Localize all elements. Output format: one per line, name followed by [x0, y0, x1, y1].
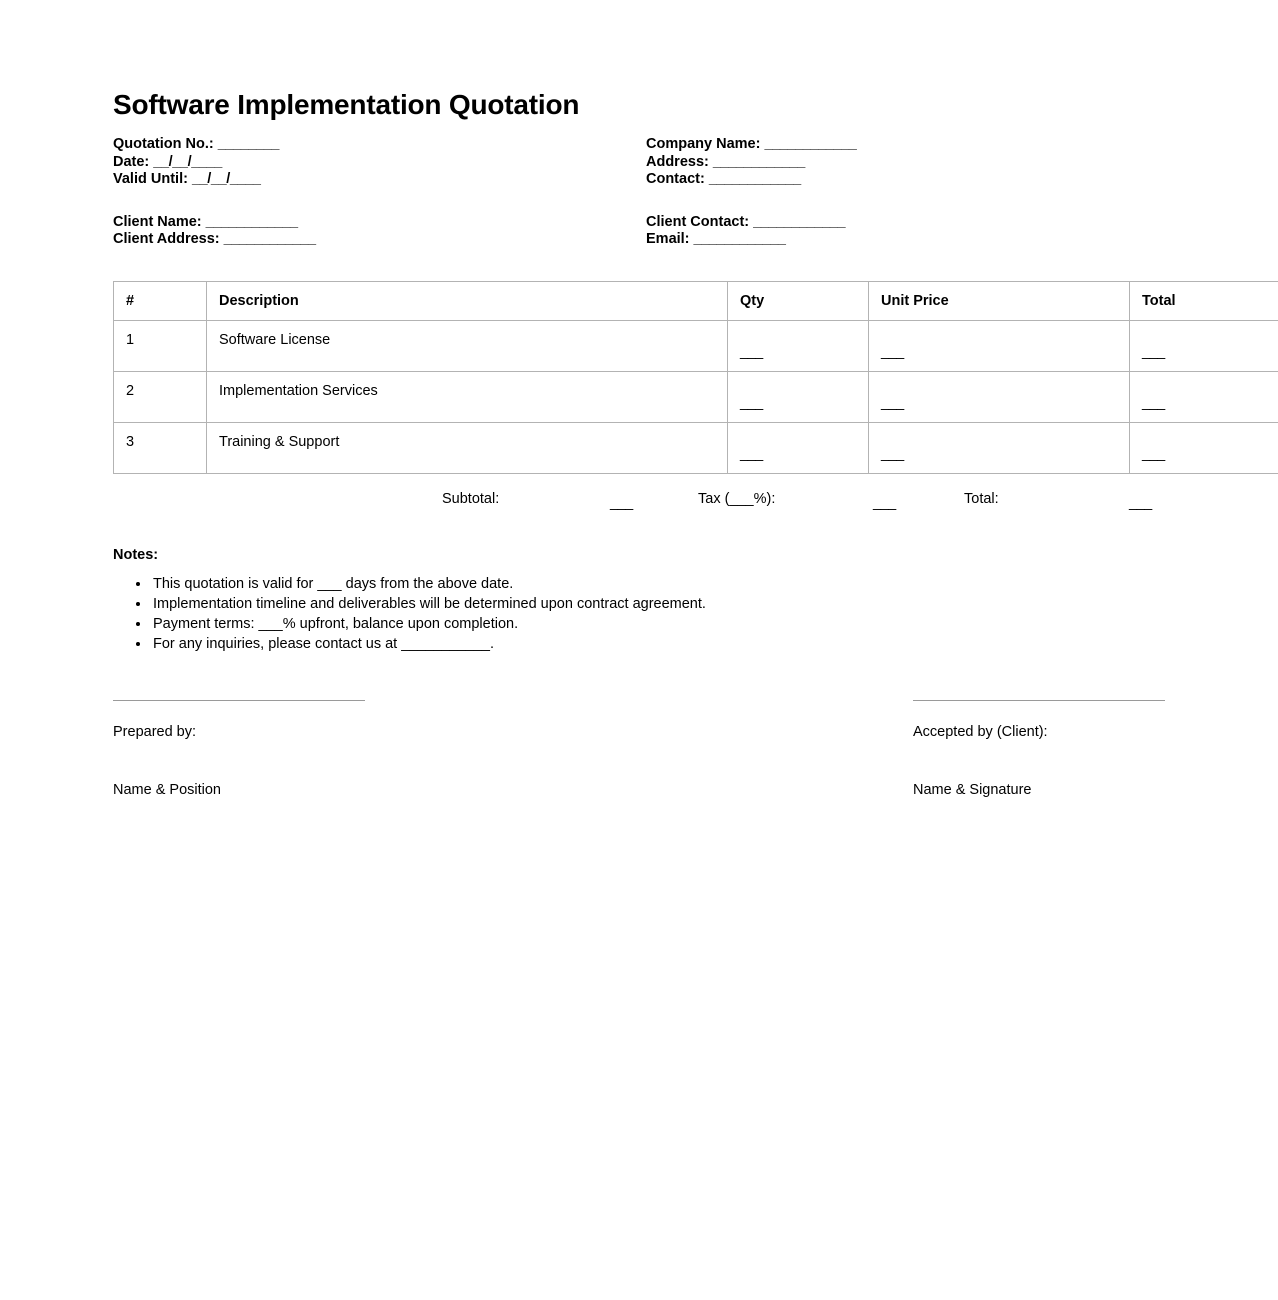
- quotation-info-column: [113, 136, 646, 189]
- notes-list: [113, 575, 1163, 655]
- list-item: • Implementation timeline and deliverables will be determined upon contract agreement.: [151, 595, 1163, 615]
- field-client-address-label: Client Address:: [113, 231, 220, 247]
- field-date-label: Date:: [113, 153, 150, 170]
- field-date: [113, 154, 646, 172]
- signature-role-prepared-by: Prepared by:: [113, 724, 197, 740]
- column-header-total: Total: [1130, 281, 1278, 320]
- client-info-column: [113, 214, 646, 249]
- field-client-contact-label: Client Contact:: [646, 213, 750, 230]
- field-client-contact: [646, 214, 1163, 232]
- signature-block-prepared-by: [113, 700, 365, 799]
- cell-row-number: 3: [114, 422, 207, 473]
- line-items-table: [113, 281, 1278, 474]
- header-meta-row-top: [113, 136, 1163, 189]
- cell-row-number: 1: [114, 320, 207, 371]
- cell-description: Training & Support: [207, 422, 728, 473]
- cell-total[interactable]: [1130, 320, 1278, 371]
- field-email-label: Email:: [646, 231, 690, 247]
- table-row: [114, 371, 1278, 422]
- total-label: Total:: [964, 490, 999, 507]
- cell-total[interactable]: [1130, 422, 1278, 473]
- field-company-name: [646, 136, 1163, 154]
- notes-heading: Notes:: [113, 546, 159, 563]
- cell-total-blank[interactable]: ___: [1142, 445, 1165, 462]
- field-valid-until-blank[interactable]: __/__/____: [191, 171, 261, 187]
- tax-label: Tax (___%):: [698, 490, 776, 507]
- field-email-blank[interactable]: ____________: [693, 231, 786, 247]
- cell-total-blank[interactable]: ___: [1142, 343, 1165, 360]
- cell-total[interactable]: [1130, 371, 1278, 422]
- subtotal-value-blank[interactable]: ___: [610, 494, 633, 511]
- client-contact-column: [646, 214, 1163, 249]
- field-client-address-blank[interactable]: ____________: [223, 231, 316, 247]
- signature-area: [113, 700, 1163, 820]
- cell-unit-price[interactable]: [869, 422, 1130, 473]
- column-header-qty: Qty: [728, 281, 869, 320]
- field-contact: [646, 171, 1163, 189]
- list-item: • Payment terms: ___% upfront, balance upon completion.: [151, 615, 1163, 635]
- column-header-description: Description: [207, 281, 728, 320]
- signature-name-accepted-by: Name & Signature: [913, 782, 1032, 798]
- table-header-row: [114, 281, 1278, 320]
- header-meta-row-client: [113, 214, 1163, 249]
- cell-unit-price-blank[interactable]: ___: [881, 343, 904, 360]
- cell-qty[interactable]: [728, 371, 869, 422]
- field-valid-until-label: Valid Until:: [113, 171, 188, 187]
- field-valid-until: [113, 171, 646, 189]
- field-client-name: [113, 214, 646, 232]
- cell-total-blank[interactable]: ___: [1142, 394, 1165, 411]
- cell-qty[interactable]: [728, 320, 869, 371]
- field-company-name-label: Company Name:: [646, 136, 761, 152]
- table-row: [114, 422, 1278, 473]
- signature-line-accepted-by[interactable]: [913, 700, 1165, 701]
- cell-unit-price[interactable]: [869, 371, 1130, 422]
- company-info-column: [646, 136, 1163, 189]
- field-quotation-no: [113, 136, 646, 154]
- cell-unit-price-blank[interactable]: ___: [881, 394, 904, 411]
- signature-role-accepted-by: Accepted by (Client):: [913, 724, 1048, 740]
- cell-unit-price-blank[interactable]: ___: [881, 445, 904, 462]
- cell-unit-price[interactable]: [869, 320, 1130, 371]
- header-meta-spacer: [113, 189, 1163, 214]
- field-address-blank[interactable]: ____________: [712, 153, 805, 170]
- header-meta-block: [113, 136, 1163, 249]
- signature-line-prepared-by[interactable]: [113, 700, 365, 701]
- cell-row-number: 2: [114, 371, 207, 422]
- signature-name-prepared-by: Name & Position: [113, 782, 221, 798]
- cell-qty-blank[interactable]: ___: [740, 343, 763, 360]
- list-item: • For any inquiries, please contact us at ___________.: [151, 635, 1163, 655]
- field-client-address: [113, 231, 646, 249]
- cell-qty-blank[interactable]: ___: [740, 445, 763, 462]
- subtotal-label: Subtotal:: [442, 490, 500, 507]
- line-items-table-head: [114, 281, 1278, 320]
- field-address-label: Address:: [646, 153, 709, 170]
- totals-summary-row: [113, 484, 1163, 518]
- field-quotation-no-blank[interactable]: ________: [217, 136, 280, 152]
- document-content: [113, 88, 1176, 820]
- field-email: [646, 231, 1163, 249]
- tax-value-blank[interactable]: ___: [873, 494, 896, 511]
- signature-block-accepted-by: [913, 700, 1165, 799]
- field-company-name-blank[interactable]: ____________: [764, 136, 857, 152]
- total-value-blank[interactable]: ___: [1129, 494, 1152, 511]
- field-client-name-label: Client Name:: [113, 213, 202, 230]
- column-header-unit-price: Unit Price: [869, 281, 1130, 320]
- field-client-contact-blank[interactable]: ____________: [753, 213, 846, 230]
- list-item: • This quotation is valid for ___ days from the above date.: [151, 575, 1163, 595]
- table-row: [114, 320, 1278, 371]
- field-contact-blank[interactable]: ____________: [708, 171, 801, 187]
- cell-description: Software License: [207, 320, 728, 371]
- field-date-blank[interactable]: __/__/____: [153, 153, 222, 170]
- field-address: [646, 154, 1163, 172]
- line-items-table-body: [114, 320, 1278, 473]
- field-quotation-no-label: Quotation No.:: [113, 136, 214, 152]
- cell-qty-blank[interactable]: ___: [740, 394, 763, 411]
- field-client-name-blank[interactable]: ____________: [205, 213, 298, 230]
- column-header-number: #: [114, 281, 207, 320]
- page-title: Software Implementation Quotation: [113, 89, 580, 120]
- cell-description: Implementation Services: [207, 371, 728, 422]
- cell-qty[interactable]: [728, 422, 869, 473]
- field-contact-label: Contact:: [646, 171, 705, 187]
